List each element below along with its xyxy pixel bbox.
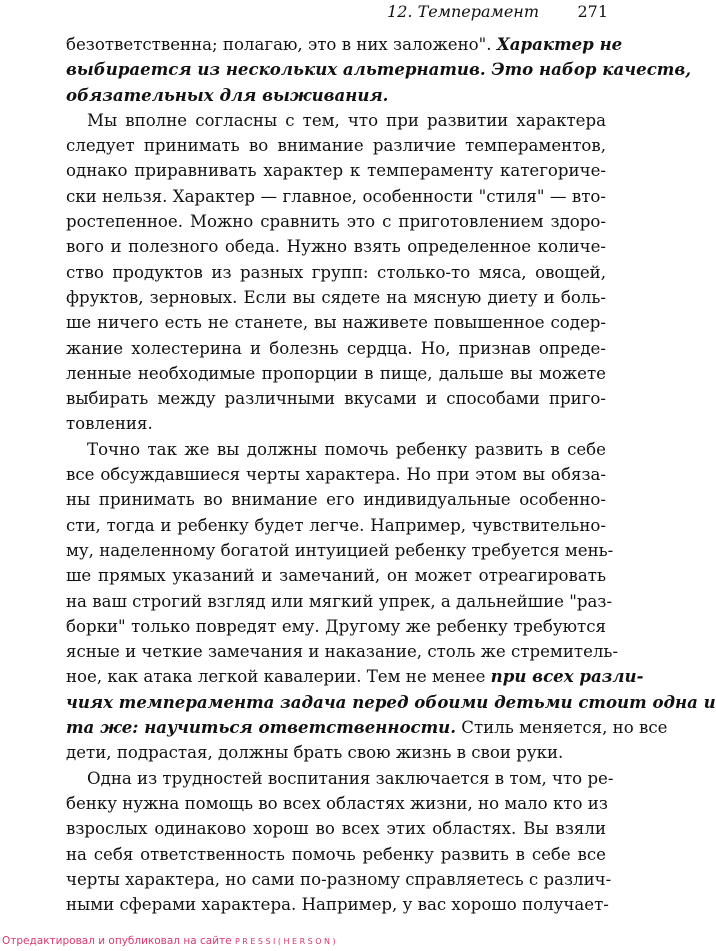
text-line (66, 639, 619, 664)
text-line (66, 690, 716, 715)
text-line (66, 83, 606, 108)
text-line (66, 209, 606, 234)
line-text: дети, подрастая, должны брать свою жизнь в свои руки. (66, 743, 564, 763)
emphasis-text: Характер не (496, 34, 623, 54)
line-text: вого и полезного обеда. Нужно взять определенное количе- (66, 237, 606, 257)
page-header (0, 2, 614, 24)
line-text: ски нельзя. Характер — главное, особенности "стиля" — вто- (66, 186, 606, 206)
line-text: Мы вполне согласны с тем, что при развитии характера (87, 110, 606, 130)
line-text: ное, как атака легкой кавалерии. Тем не менее (66, 667, 491, 687)
line-text: товления. (66, 414, 153, 434)
text-line (66, 462, 606, 487)
text-line (66, 715, 668, 740)
emphasis-text: та же: научиться ответственности. (66, 717, 457, 738)
body-text (66, 32, 716, 917)
text-line (66, 892, 609, 917)
footer-text: Отредактировал и опубликовал на сайте (2, 935, 235, 947)
emphasis-text: при всех разли- (490, 666, 644, 687)
text-line (66, 108, 606, 133)
line-text: ство продуктов из разных групп: столько-то мяса, овощей, (66, 262, 606, 282)
line-text: ленные необходимые пропорции в пище, дальше вы можете (66, 363, 606, 383)
text-line (66, 32, 623, 57)
text-line (66, 664, 644, 689)
text-line (66, 260, 606, 285)
text-line (66, 184, 606, 209)
line-text: Точно так же вы должны помочь ребенку развить в себе (87, 439, 606, 459)
page-number: 271 (577, 2, 608, 21)
text-line (66, 563, 606, 588)
line-text: фруктов, зерновых. Если вы сядете на мясную диету и боль- (66, 287, 606, 307)
text-line (66, 740, 606, 765)
text-line (66, 133, 606, 158)
text-line (66, 816, 606, 841)
text-line (66, 437, 606, 462)
text-line (66, 386, 606, 411)
line-text: Одна из трудностей воспитания заключается в том, что ре- (87, 768, 614, 788)
line-text: черты характера, но сами по-разному справляетесь с различ- (66, 869, 612, 889)
line-text: следует принимать во внимание различие темпераментов, (66, 136, 606, 156)
line-text: му, наделенному богатой интуицией ребенку требуется мень- (66, 540, 614, 560)
footer-watermark (2, 934, 602, 949)
text-line (66, 614, 606, 639)
emphasis-text: обязательных для выживания. (66, 84, 389, 105)
running-title: 12. Темперамент (387, 2, 539, 21)
line-text: ны принимать во внимание его индивидуальные особенно- (66, 490, 606, 510)
text-line (66, 867, 612, 892)
line-text: на себя ответственность помочь ребенку развить в себе все (66, 844, 606, 864)
line-text: бенку нужна помощь во всех областях жизни, но мало кто из (66, 793, 608, 813)
emphasis-text: чиях темперамента задача перед обоими детьми стоит одна и (66, 691, 716, 712)
text-line (66, 310, 606, 335)
text-line (66, 589, 613, 614)
text-line (66, 158, 606, 183)
text-line (66, 791, 606, 816)
line-text: ясные и четкие замечания и наказание, столь же стремитель- (66, 642, 619, 662)
line-text: ше ничего есть не станете, вы наживете повышенное содер- (66, 313, 606, 333)
text-line (66, 57, 692, 82)
line-text: на ваш строгий взгляд или мягкий упрек, а дальнейшие "раз- (66, 591, 613, 611)
line-text: выбирать между различными вкусами и способами приго- (66, 389, 606, 409)
text-line (66, 538, 614, 563)
line-text: ными сферами характера. Например, у вас хорошо получает- (66, 895, 609, 915)
line-text: жание холестерина и болезнь сердца. Но, признав опреде- (66, 338, 606, 358)
text-line (66, 234, 606, 259)
line-text: все обсуждавшиеся черты характера. Но при этом вы обяза- (66, 465, 606, 485)
footer-site-name: PRESSI(HERSON) (234, 937, 339, 946)
text-line (66, 842, 606, 867)
text-line (66, 285, 606, 310)
line-text: однако приравнивать характер к темпераменту категориче- (66, 161, 606, 181)
line-text: ше прямых указаний и замечаний, он может отреагировать (66, 566, 606, 586)
line-text: сти, тогда и ребенку будет легче. Например, чувствительно- (66, 515, 606, 535)
line-text: борки" только повредят ему. Другому же ребенку требуются (66, 616, 606, 636)
text-line (66, 487, 606, 512)
text-line (66, 411, 606, 436)
line-text: безответственна; полагаю, это в них заложено". (66, 35, 497, 54)
emphasis-text: выбирается из нескольких альтернатив. Это набор качеств, (66, 59, 692, 80)
text-line (66, 513, 606, 538)
line-text: ростепенное. Можно сравнить это с приготовлением здоро- (66, 212, 606, 232)
text-line (66, 361, 606, 386)
line-text: Стиль меняется, но все (456, 718, 668, 738)
line-text: взрослых одинаково хорош во всех этих областях. Вы взяли (66, 819, 606, 839)
text-line (66, 336, 606, 361)
text-line (66, 766, 614, 791)
